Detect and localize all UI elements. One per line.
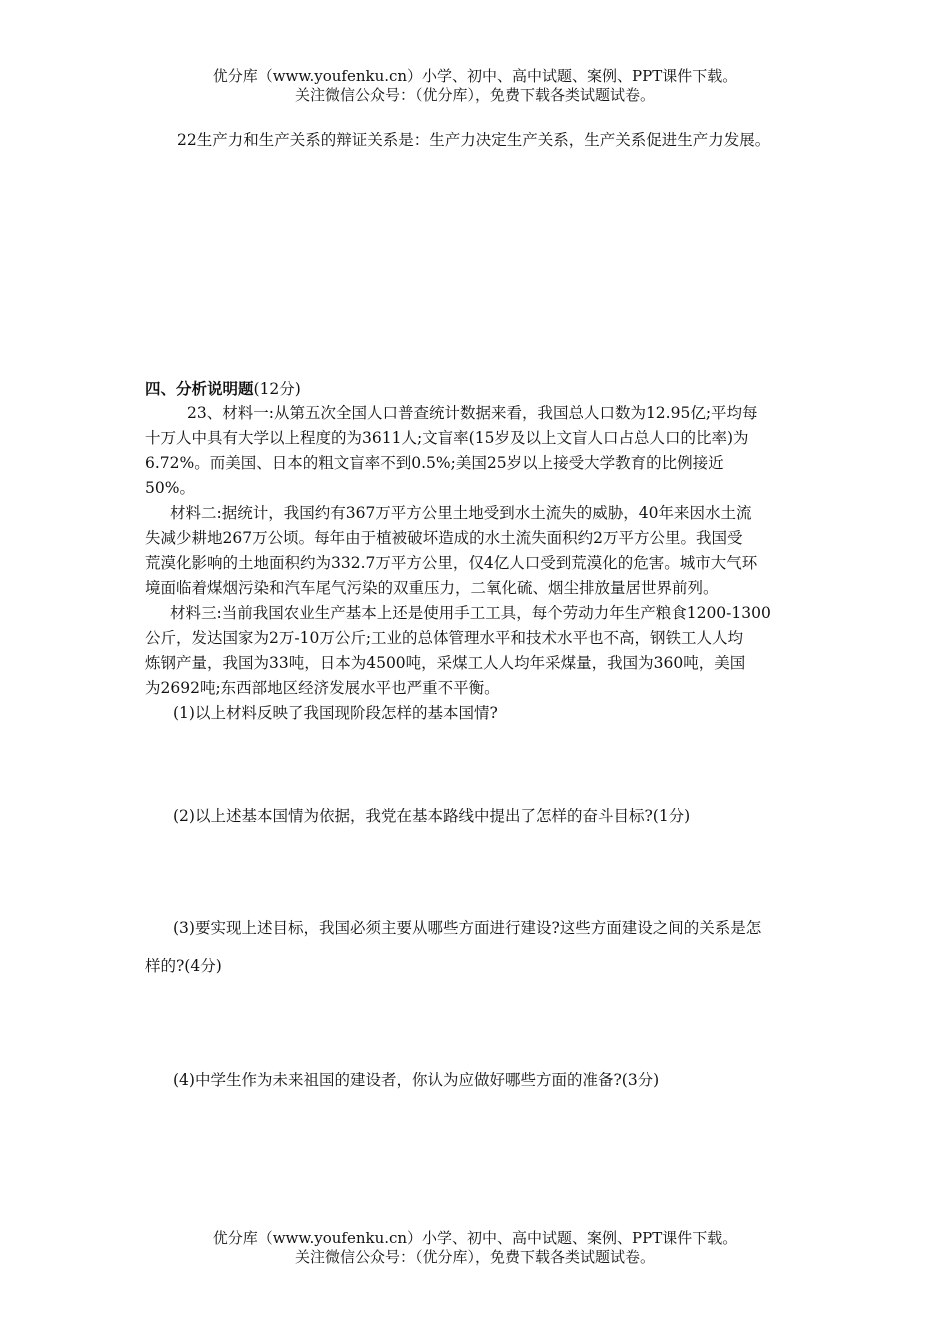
material-2-line: 失减少耕地267万公顷。每年由于植被破坏造成的水土流失面积约2万平方公里。我国受 (145, 529, 743, 547)
material-3-line: 材料三:当前我国农业生产基本上还是使用手工工具，每个劳动力年生产粮食1200-1300 (170, 604, 771, 622)
sub-question-3-line: (3)要实现上述目标，我国必须主要从哪些方面进行建设?这些方面建设之间的关系是怎 (173, 919, 762, 937)
footer-line-2: 关注微信公众号：（优分库），免费下载各类试题试卷。 (294, 1248, 655, 1266)
page-header (0, 67, 950, 105)
material-3-line: 公斤，发达国家为2万-10万公斤;工业的总体管理水平和技术水平也不高，钢铁工人人均 (145, 629, 744, 647)
material-1-line: 50%。 (145, 479, 195, 497)
page-footer (0, 1229, 950, 1267)
header-line-1: 优分库（www.youfenku.cn）小学、初中、高中试题、案例、PPT课件下载。 (212, 67, 738, 85)
material-2-line: 材料二:据统计，我国约有367万平方公里土地受到水土流失的威胁，40年来因水土流 (170, 504, 752, 522)
material-2-line: 荒漠化影响的土地面积约为332.7万平方公里，仅4亿人口受到荒漠化的危害。城市大气环 (145, 554, 758, 572)
material-2-line: 境面临着煤烟污染和汽车尾气污染的双重压力，二氧化硫、烟尘排放量居世界前列。 (145, 579, 719, 597)
material-1-line: 23、材料一:从第五次全国人口普查统计数据来看，我国总人口数为12.95亿;平均每 (187, 404, 758, 422)
section-4-score: (12分) (253, 380, 301, 398)
sub-question-4: (4)中学生作为未来祖国的建设者，你认为应做好哪些方面的准备?(3分) (173, 1071, 660, 1089)
sub-question-2: (2)以上述基本国情为依据，我党在基本路线中提出了怎样的奋斗目标?(1分) (173, 807, 691, 825)
question-22-answer: 22生产力和生产关系的辩证关系是：生产力决定生产关系，生产关系促进生产力发展。 (177, 131, 771, 149)
footer-line-1: 优分库（www.youfenku.cn）小学、初中、高中试题、案例、PPT课件下载。 (212, 1229, 738, 1247)
material-3-line: 炼钢产量，我国为33吨，日本为4500吨，采煤工人人均年采煤量，我国为360吨，美国 (145, 654, 746, 672)
material-3-line: 为2692吨;东西部地区经济发展水平也严重不平衡。 (145, 679, 500, 697)
material-1-line: 6.72%。而美国、日本的粗文盲率不到0.5%;美国25岁以上接受大学教育的比例接近 (145, 454, 724, 472)
section-4-heading (145, 377, 301, 399)
sub-question-3-line: 样的?(4分) (145, 957, 222, 975)
section-4-title: 四、分析说明题 (145, 379, 254, 398)
header-line-2: 关注微信公众号：（优分库），免费下载各类试题试卷。 (294, 86, 655, 104)
material-1-line: 十万人中具有大学以上程度的为3611人;文盲率(15岁及以上文盲人口占总人口的比率)为 (145, 429, 749, 447)
sub-question-1: (1)以上材料反映了我国现阶段怎样的基本国情? (173, 704, 498, 722)
